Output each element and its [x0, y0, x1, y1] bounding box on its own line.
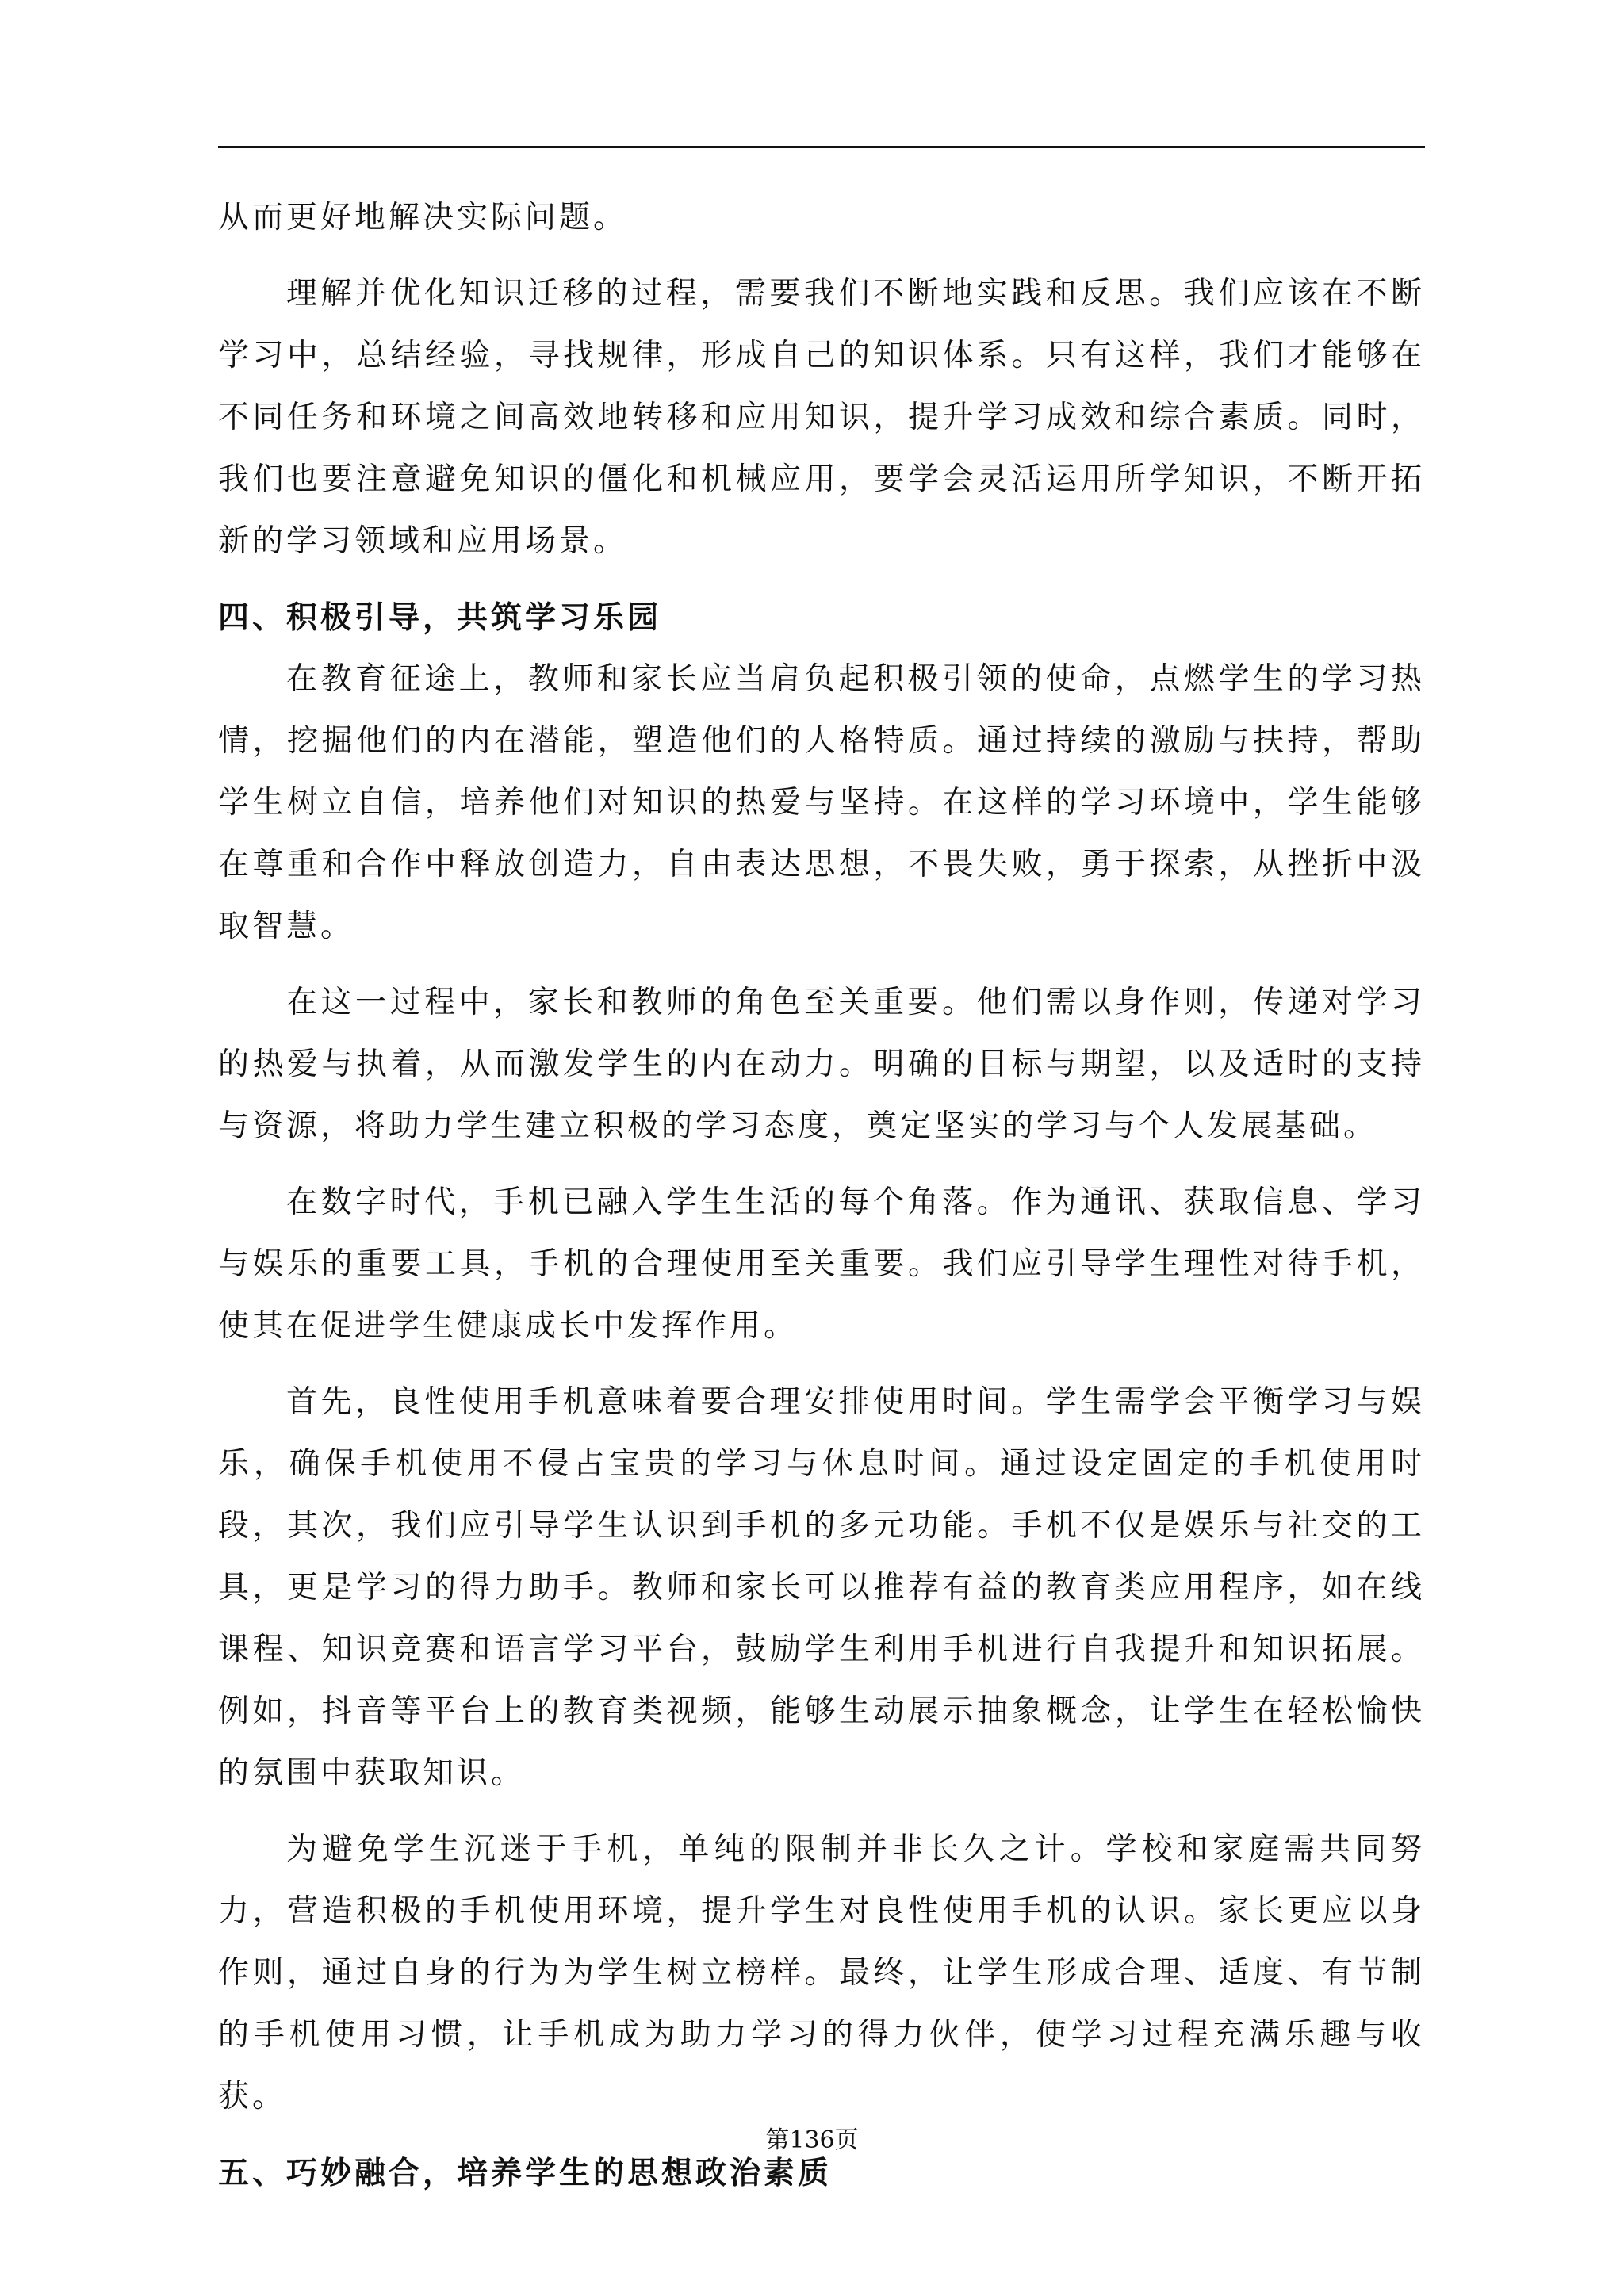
- header-rule: [218, 146, 1425, 148]
- paragraph-positive-guidance: 在教育征途上，教师和家长应当肩负起积极引领的使命，点燃学生的学习热情，挖掘他们的内在潜能，塑造他们的人格特质。通过持续的激励与扶持，帮助学生树立自信，培养他们对知识的热爱与坚持。在这样的学习环境中，学生能够在尊重和合作中释放创造力，自由表达思想，不畏失败，勇于探索，从挫折中汲取智慧。: [218, 661, 1425, 944]
- paragraph-knowledge-transfer: 理解并优化知识迁移的过程，需要我们不断地实践和反思。我们应该在不断学习中，总结经验，寻找规律，形成自己的知识体系。只有这样，我们才能够在不同任务和环境之间高效地转移和应用知识，提升学习成效和综合素质。同时，我们也要注意避免知识的僵化和机械应用，要学会灵活运用所学知识，不断开拓新的学习领域和应用场景。: [218, 276, 1425, 559]
- paragraph-digital-era: 在数字时代，手机已融入学生生活的每个角落。作为通讯、获取信息、学习与娱乐的重要工具，手机的合理使用至关重要。我们应引导学生理性对待手机，使其在促进学生健康成长中发挥作用。: [218, 1184, 1425, 1344]
- paragraph-avoid-addiction: 为避免学生沉迷于手机，单纯的限制并非长久之计。学校和家庭需共同努力，营造积极的手机使用环境，提升学生对良性使用手机的认识。家长更应以身作则，通过自身的行为为学生树立榜样。最终，让学生形成合理、适度、有节制的手机使用习惯，让手机成为助力学习的得力伙伴，使学习过程充满乐趣与收获。: [218, 1831, 1425, 2114]
- paragraph-continuation: 从而更好地解决实际问题。: [218, 200, 628, 235]
- section-heading-4: 四、积极引导，共筑学习乐园: [218, 599, 662, 636]
- paragraph-phone-time: 首先，良性使用手机意味着要合理安排使用时间。学生需学会平衡学习与娱乐，确保手机使用不侵占宝贵的学习与休息时间。通过设定固定的手机使用时段，其次，我们应引导学生认识到手机的多元功能。手机不仅是娱乐与社交的工具，更是学习的得力助手。教师和家长可以推荐有益的教育类应用程序，如在线课程、知识竞赛和语言学习平台，鼓励学生利用手机进行自我提升和知识拓展。例如，抖音等平台上的教育类视频，能够生动展示抽象概念，让学生在轻松愉快的氛围中获取知识。: [218, 1384, 1425, 1791]
- paragraph-parent-teacher-role: 在这一过程中，家长和教师的角色至关重要。他们需以身作则，传递对学习的热爱与执着，从而激发学生的内在动力。明确的目标与期望，以及适时的支持与资源，将助力学生建立积极的学习态度，奠定坚实的学习与个人发展基础。: [218, 985, 1425, 1144]
- page-content: [218, 187, 1425, 2204]
- section-heading-5: 五、巧妙融合，培养学生的思想政治素质: [218, 2155, 833, 2191]
- page-number: 第136页: [765, 2126, 859, 2154]
